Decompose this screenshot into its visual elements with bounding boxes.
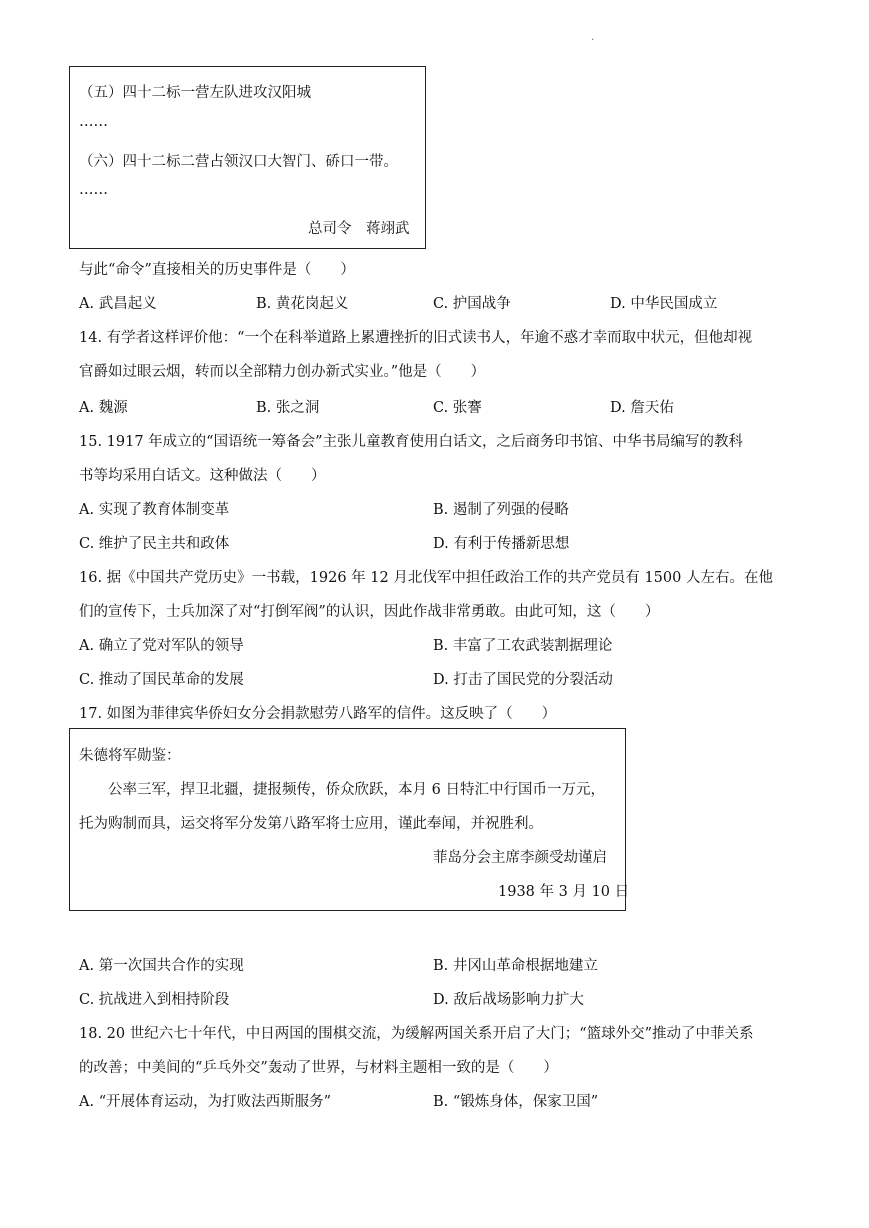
q18-line-2: 的改善；中美间的“乒乓外交”轰动了世界，与材料主题相一致的是（ ） (79, 1060, 558, 1076)
command-item-6: （六）四十二标二营占领汉口大智门、硚口一带。 (79, 154, 398, 170)
q18-option-a: A. “开展体育运动，为打败法西斯服务” (79, 1094, 332, 1110)
letter-salutation: 朱德将军勋鉴： (79, 748, 181, 764)
q14-line-1: 14. 有学者这样评价他：“一个在科举道路上累遭挫折的旧式读书人，年逾不惑才幸而取中状元，但他却视 (79, 330, 753, 346)
q16-option-c: C. 推动了国民革命的发展 (79, 672, 244, 688)
q14-option-d: D. 詹天佑 (610, 400, 674, 416)
q16-option-a: A. 确立了党对军队的领导 (79, 638, 244, 654)
q15-line-1: 15. 1917 年成立的“国语统一筹备会”主张儿童教育使用白话文，之后商务印书馆、中华书局编写的教科 (79, 434, 744, 450)
q14-option-b: B. 张之洞 (256, 400, 320, 416)
q17-option-c: C. 抗战进入到相持阶段 (79, 992, 230, 1008)
q16-option-b: B. 丰富了工农武装割据理论 (433, 638, 613, 654)
command-signature: 总司令 蒋翊武 (308, 221, 410, 237)
command-item-5: （五）四十二标一营左队进攻汉阳城 (79, 85, 311, 101)
q15-option-d: D. 有利于传播新思想 (433, 536, 570, 552)
q15-option-c: C. 维护了民主共和政体 (79, 536, 230, 552)
q17-option-a: A. 第一次国共合作的实现 (79, 958, 244, 974)
q18-line-1: 18. 20 世纪六七十年代，中日两国的围棋交流，为缓解两国关系开启了大门；“篮球外交”推动了中菲关系 (79, 1026, 754, 1042)
letter-date: 1938 年 3 月 10 日 (498, 884, 630, 900)
q16-line-1: 16. 据《中国共产党历史》一书载，1926 年 12 月北伐军中担任政治工作的共产党员有 1500 人左右。在他 (79, 570, 773, 586)
q17-option-d: D. 敌后战场影响力扩大 (433, 992, 584, 1008)
letter-signer: 菲岛分会主席李颜受劫谨启 (433, 850, 607, 866)
letter-body-1: 公率三军，捍卫北疆，捷报频传，侨众欣跃，本月 6 日特汇中行国币一万元， (108, 782, 605, 798)
q14-option-c: C. 张謇 (433, 400, 482, 416)
q17-option-b: B. 井冈山革命根据地建立 (433, 958, 598, 974)
q14-line-2: 官爵如过眼云烟，转而以全部精力创办新式实业。”他是（ ） (79, 364, 486, 380)
q15-line-2: 书等均采用白话文。这种做法（ ） (79, 468, 326, 484)
letter-body-2: 托为购制而具，运交将军分发第八路军将士应用，谨此奉闻，并祝胜利。 (79, 816, 543, 832)
command-ellipsis-2: …… (79, 182, 108, 198)
q18-option-b: B. “锻炼身体，保家卫国” (433, 1094, 599, 1110)
q17-stem: 17. 如图为菲律宾华侨妇女分会捐款慰劳八路军的信件。这反映了（ ） (79, 706, 557, 722)
q14-option-a: A. 魏源 (79, 400, 128, 416)
command-ellipsis-1: …… (79, 114, 108, 130)
q13-option-c: C. 护国战争 (433, 296, 511, 312)
q15-option-b: B. 遏制了列强的侵略 (433, 502, 569, 518)
q16-line-2: 们的宣传下，士兵加深了对“打倒军阀”的认识，因此作战非常勇敢。由此可知，这（ ） (79, 604, 660, 620)
q16-option-d: D. 打击了国民党的分裂活动 (433, 672, 613, 688)
header-dot: . (591, 32, 595, 43)
q13-option-d: D. 中华民国成立 (610, 296, 718, 312)
q13-option-a: A. 武昌起义 (79, 296, 157, 312)
q13-option-b: B. 黄花岗起义 (256, 296, 349, 312)
q13-stem: 与此“命令”直接相关的历史事件是（ ） (79, 262, 355, 278)
q15-option-a: A. 实现了教育体制变革 (79, 502, 230, 518)
